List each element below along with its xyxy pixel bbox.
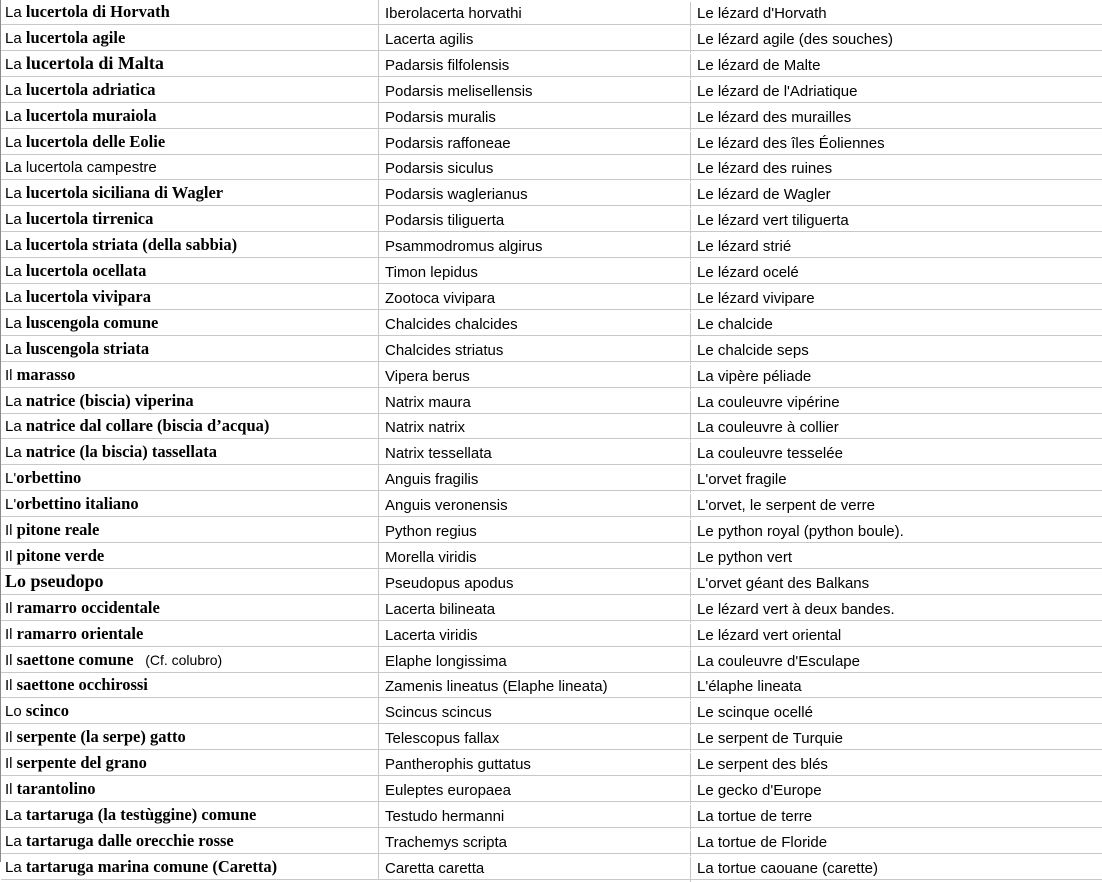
cell-scientific-name[interactable]: Chalcides striatus: [379, 339, 691, 364]
cell-french-name[interactable]: La vipère péliade: [697, 368, 812, 385]
italian-common-name: tartaruga (la testùggine) comune: [25, 805, 257, 824]
cell-italian-name[interactable]: [1, 776, 379, 801]
table-row: [1, 0, 1102, 25]
italian-common-name: saettone occhirossi: [16, 675, 148, 694]
italian-common-name: saettone comune: [16, 650, 134, 669]
cell-scientific-name[interactable]: Natrix tessellata: [379, 442, 691, 467]
cell-french-name[interactable]: Le lézard des murailles: [697, 109, 852, 126]
italian-article: Il: [5, 367, 17, 384]
cell-italian-name[interactable]: [1, 647, 379, 672]
italian-note: (Cf. colubro): [133, 652, 223, 668]
italian-article: La: [5, 30, 26, 47]
table-row: [1, 698, 1102, 724]
cell-italian-name[interactable]: [1, 543, 379, 568]
cell-italian-name[interactable]: [1, 103, 379, 128]
italian-common-name: lucertola adriatica: [25, 80, 156, 99]
table-row: [1, 647, 1102, 673]
italian-article: La: [5, 4, 26, 21]
cell-italian-name[interactable]: [1, 465, 379, 490]
table-row: [1, 413, 1102, 439]
italian-common-name: marasso: [16, 365, 76, 384]
italian-article: La: [5, 315, 26, 332]
cell-scientific-name[interactable]: Psammodromus algirus: [379, 235, 691, 260]
italian-article: La lucertola campestre: [5, 159, 157, 176]
cell-french-name[interactable]: Le lézard vert à deux bandes.: [697, 601, 895, 618]
table-row: [1, 77, 1102, 103]
italian-common-name: orbettino italiano: [16, 494, 139, 513]
italian-article: La: [5, 134, 26, 151]
table-row: [1, 724, 1102, 750]
cell-italian-name[interactable]: [1, 569, 379, 594]
italian-article: La: [5, 807, 26, 824]
italian-article: La: [5, 418, 26, 435]
cell-french-name[interactable]: La tortue caouane (carette): [697, 860, 878, 877]
cell-scientific-name[interactable]: Caretta caretta: [379, 857, 691, 882]
italian-article: Il: [5, 677, 17, 694]
cell-scientific-name[interactable]: Vipera berus: [379, 365, 691, 390]
italian-article: La: [5, 108, 26, 125]
cell-scientific-name[interactable]: Padarsis filfolensis: [379, 54, 691, 79]
cell-french-name[interactable]: Le lézard vert tiliguerta: [697, 212, 849, 229]
italian-common-name: serpente del grano: [16, 753, 147, 772]
cell-french-name[interactable]: La couleuvre d'Esculape: [697, 653, 860, 670]
cell-french-name[interactable]: La couleuvre tesselée: [697, 445, 843, 462]
cell-scientific-name[interactable]: Scincus scincus: [379, 701, 691, 726]
cell-italian-name[interactable]: [1, 698, 379, 723]
cell-scientific-name[interactable]: Pseudopus apodus: [379, 572, 691, 597]
cell-italian-name[interactable]: [1, 77, 379, 102]
cell-french-name[interactable]: Le lézard ocelé: [697, 264, 799, 281]
cell-scientific-name[interactable]: Podarsis raffoneae: [379, 132, 691, 157]
italian-article: Il: [5, 781, 17, 798]
italian-common-name: pitone reale: [16, 520, 100, 539]
cell-scientific-name[interactable]: Euleptes europaea: [379, 779, 691, 804]
italian-common-name: lucertola di Horvath: [25, 2, 170, 21]
cell-scientific-name[interactable]: Natrix maura: [379, 391, 691, 416]
cell-scientific-name[interactable]: Trachemys scripta: [379, 831, 691, 856]
cell-french-name[interactable]: L'orvet, le serpent de verre: [697, 497, 875, 514]
cell-french-name[interactable]: Le serpent des blés: [697, 756, 828, 773]
cell-scientific-name[interactable]: Iberolacerta horvathi: [379, 2, 691, 27]
italian-common-name: tarantolino: [16, 779, 96, 798]
cell-italian-name[interactable]: [1, 672, 379, 697]
table-row: [1, 129, 1102, 155]
cell-scientific-name[interactable]: Zootoca vivipara: [379, 287, 691, 312]
cell-italian-name[interactable]: [1, 388, 379, 413]
cell-italian-name[interactable]: [1, 595, 379, 620]
italian-common-name: tartaruga marina comune (Caretta): [25, 857, 278, 876]
cell-scientific-name[interactable]: Testudo hermanni: [379, 805, 691, 830]
cell-italian-name[interactable]: [1, 802, 379, 827]
table-row: [1, 336, 1102, 362]
cell-french-name[interactable]: Le lézard vert oriental: [697, 627, 842, 644]
italian-article: Il: [5, 626, 17, 643]
cell-italian-name[interactable]: [1, 284, 379, 309]
italian-common-name: lucertola delle Eolie: [25, 132, 166, 151]
cell-french-name[interactable]: La tortue de terre: [697, 808, 813, 825]
cell-italian-name[interactable]: [1, 310, 379, 335]
cell-scientific-name[interactable]: Podarsis melisellensis: [379, 80, 691, 105]
table-row: [1, 776, 1102, 802]
italian-common-name: lucertola agile: [25, 28, 126, 47]
table-row: [1, 180, 1102, 206]
table-row: [1, 854, 1102, 880]
italian-common-name: lucertola striata (della sabbia): [25, 235, 238, 254]
cell-french-name[interactable]: Le serpent de Turquie: [697, 730, 843, 747]
cell-scientific-name[interactable]: Lacerta viridis: [379, 624, 691, 649]
italian-article: Il: [5, 600, 17, 617]
cell-scientific-name[interactable]: Podarsis tiliguerta: [379, 209, 691, 234]
cell-italian-name[interactable]: [1, 621, 379, 646]
cell-scientific-name[interactable]: Zamenis lineatus (Elaphe lineata): [379, 675, 691, 700]
italian-common-name: serpente (la serpe) gatto: [16, 727, 186, 746]
table-row: [1, 206, 1102, 232]
cell-french-name[interactable]: L'élaphe lineata: [697, 678, 802, 695]
italian-article: La: [5, 341, 26, 358]
italian-common-name: natrice dal collare (biscia d’acqua): [25, 416, 270, 435]
table-row: [1, 388, 1102, 414]
cell-french-name[interactable]: Le chalcide seps: [697, 342, 809, 359]
italian-common-name: scinco: [25, 701, 69, 720]
italian-article: Il: [5, 755, 17, 772]
italian-common-name: lucertola muraiola: [25, 106, 157, 125]
italian-article: La: [5, 185, 26, 202]
cell-french-name[interactable]: Le lézard strié: [697, 238, 792, 255]
table-row: [1, 439, 1102, 465]
italian-common-name: natrice (la biscia) tassellata: [25, 442, 217, 461]
table-row: [1, 543, 1102, 569]
cell-scientific-name[interactable]: Telescopus fallax: [379, 727, 691, 752]
cell-scientific-name[interactable]: Timon lepidus: [379, 261, 691, 286]
cell-italian-name[interactable]: [1, 413, 379, 438]
table-row: [1, 258, 1102, 284]
italian-article: Il: [5, 522, 17, 539]
cell-italian-name[interactable]: [1, 258, 379, 283]
table-row: [1, 362, 1102, 388]
cell-italian-name[interactable]: [1, 25, 379, 50]
italian-article: Lo: [5, 703, 26, 720]
italian-common-name: lucertola siciliana di Wagler: [25, 183, 224, 202]
table-row: [1, 517, 1102, 543]
italian-article: La: [5, 859, 26, 876]
cell-italian-name[interactable]: [1, 854, 379, 879]
italian-common-name: natrice (biscia) viperina: [25, 391, 194, 410]
cell-french-name[interactable]: L'orvet fragile: [697, 471, 787, 488]
italian-article: L': [5, 470, 17, 487]
italian-common-name: lucertola ocellata: [25, 261, 147, 280]
table-row: [1, 672, 1102, 698]
table-row: [1, 621, 1102, 647]
italian-article: La: [5, 56, 26, 73]
italian-article: La: [5, 289, 26, 306]
cell-scientific-name[interactable]: Podarsis siculus: [379, 157, 691, 182]
italian-article: La: [5, 237, 26, 254]
italian-article: Il: [5, 729, 17, 746]
cell-french-name[interactable]: Le python vert: [697, 549, 793, 566]
cell-scientific-name[interactable]: Morella viridis: [379, 546, 691, 571]
cell-french-name[interactable]: Le chalcide: [697, 316, 773, 333]
cell-scientific-name[interactable]: Natrix natrix: [379, 416, 691, 441]
cell-italian-name[interactable]: [1, 336, 379, 361]
cell-french-name[interactable]: La tortue de Floride: [697, 834, 828, 851]
italian-article: La: [5, 211, 26, 228]
cell-french-name[interactable]: Le lézard d'Horvath: [697, 5, 827, 22]
italian-common-name: Lo pseudopo: [5, 571, 104, 591]
cell-italian-name[interactable]: [1, 129, 379, 154]
table-row: [1, 491, 1102, 517]
italian-common-name: orbettino: [16, 468, 82, 487]
table-row: [1, 232, 1102, 258]
cell-italian-name[interactable]: [1, 154, 379, 179]
table-row: [1, 284, 1102, 310]
table-row: [1, 750, 1102, 776]
cell-italian-name[interactable]: [1, 0, 379, 24]
cell-scientific-name[interactable]: Lacerta agilis: [379, 28, 691, 53]
italian-article: La: [5, 263, 26, 280]
table-row: [1, 154, 1102, 180]
cell-italian-name[interactable]: [1, 206, 379, 231]
cell-french-name[interactable]: L'orvet géant des Balkans: [697, 575, 870, 592]
cell-scientific-name[interactable]: Elaphe longissima: [379, 650, 691, 675]
cell-italian-name[interactable]: [1, 232, 379, 257]
table-row: [1, 569, 1102, 595]
cell-italian-name[interactable]: [1, 491, 379, 516]
cell-french-name[interactable]: Le python royal (python boule).: [697, 523, 904, 540]
cell-italian-name[interactable]: [1, 362, 379, 387]
italian-article: La: [5, 393, 26, 410]
cell-french-name[interactable]: La couleuvre à collier: [697, 419, 839, 436]
italian-article: Il: [5, 652, 17, 669]
cell-scientific-name[interactable]: Chalcides chalcides: [379, 313, 691, 338]
table-row: [1, 828, 1102, 854]
cell-italian-name[interactable]: [1, 750, 379, 775]
italian-common-name: ramarro occidentale: [16, 598, 160, 617]
italian-article: La: [5, 444, 26, 461]
italian-common-name: ramarro orientale: [16, 624, 144, 643]
table-row: [1, 103, 1102, 129]
italian-common-name: lucertola di Malta: [25, 53, 164, 73]
cell-french-name[interactable]: La couleuvre vipérine: [697, 394, 840, 411]
cell-italian-name[interactable]: [1, 439, 379, 464]
cell-scientific-name[interactable]: Podarsis muralis: [379, 106, 691, 131]
italian-common-name: tartaruga dalle orecchie rosse: [25, 831, 234, 850]
cell-french-name[interactable]: Le lézard vivipare: [697, 290, 815, 307]
italian-common-name: luscengola comune: [25, 313, 159, 332]
cell-scientific-name[interactable]: Pantherophis guttatus: [379, 753, 691, 778]
cell-french-name[interactable]: Le lézard des îles Éoliennes: [697, 135, 885, 152]
cell-scientific-name[interactable]: Anguis fragilis: [379, 468, 691, 493]
cell-french-name[interactable]: Le scinque ocellé: [697, 704, 813, 721]
cell-scientific-name[interactable]: Anguis veronensis: [379, 494, 691, 519]
table-row: [1, 595, 1102, 621]
cell-scientific-name[interactable]: Python regius: [379, 520, 691, 545]
table-row: [1, 51, 1102, 77]
cell-french-name[interactable]: Le gecko d'Europe: [697, 782, 822, 799]
cell-scientific-name[interactable]: Podarsis waglerianus: [379, 183, 691, 208]
cell-italian-name[interactable]: [1, 724, 379, 749]
cell-french-name[interactable]: Le lézard de l'Adriatique: [697, 83, 858, 100]
cell-scientific-name[interactable]: Lacerta bilineata: [379, 598, 691, 623]
cell-italian-name[interactable]: [1, 51, 379, 76]
italian-article: L': [5, 496, 17, 513]
cell-french-name[interactable]: Le lézard des ruines: [697, 160, 833, 177]
italian-common-name: pitone verde: [16, 546, 105, 565]
italian-common-name: lucertola tirrenica: [25, 209, 154, 228]
italian-common-name: luscengola striata: [25, 339, 150, 358]
cell-french-name[interactable]: Le lézard de Malte: [697, 57, 821, 74]
cell-italian-name[interactable]: [1, 180, 379, 205]
table-row: [1, 310, 1102, 336]
cell-french-name[interactable]: Le lézard de Wagler: [697, 186, 831, 203]
italian-article: La: [5, 833, 26, 850]
italian-article: La: [5, 82, 26, 99]
cell-italian-name[interactable]: [1, 828, 379, 853]
table-row: [1, 802, 1102, 828]
table-row: [1, 465, 1102, 491]
table-row: [1, 25, 1102, 51]
italian-article: Il: [5, 548, 17, 565]
cell-french-name[interactable]: Le lézard agile (des souches): [697, 31, 893, 48]
cell-italian-name[interactable]: [1, 517, 379, 542]
italian-common-name: lucertola vivipara: [25, 287, 151, 306]
